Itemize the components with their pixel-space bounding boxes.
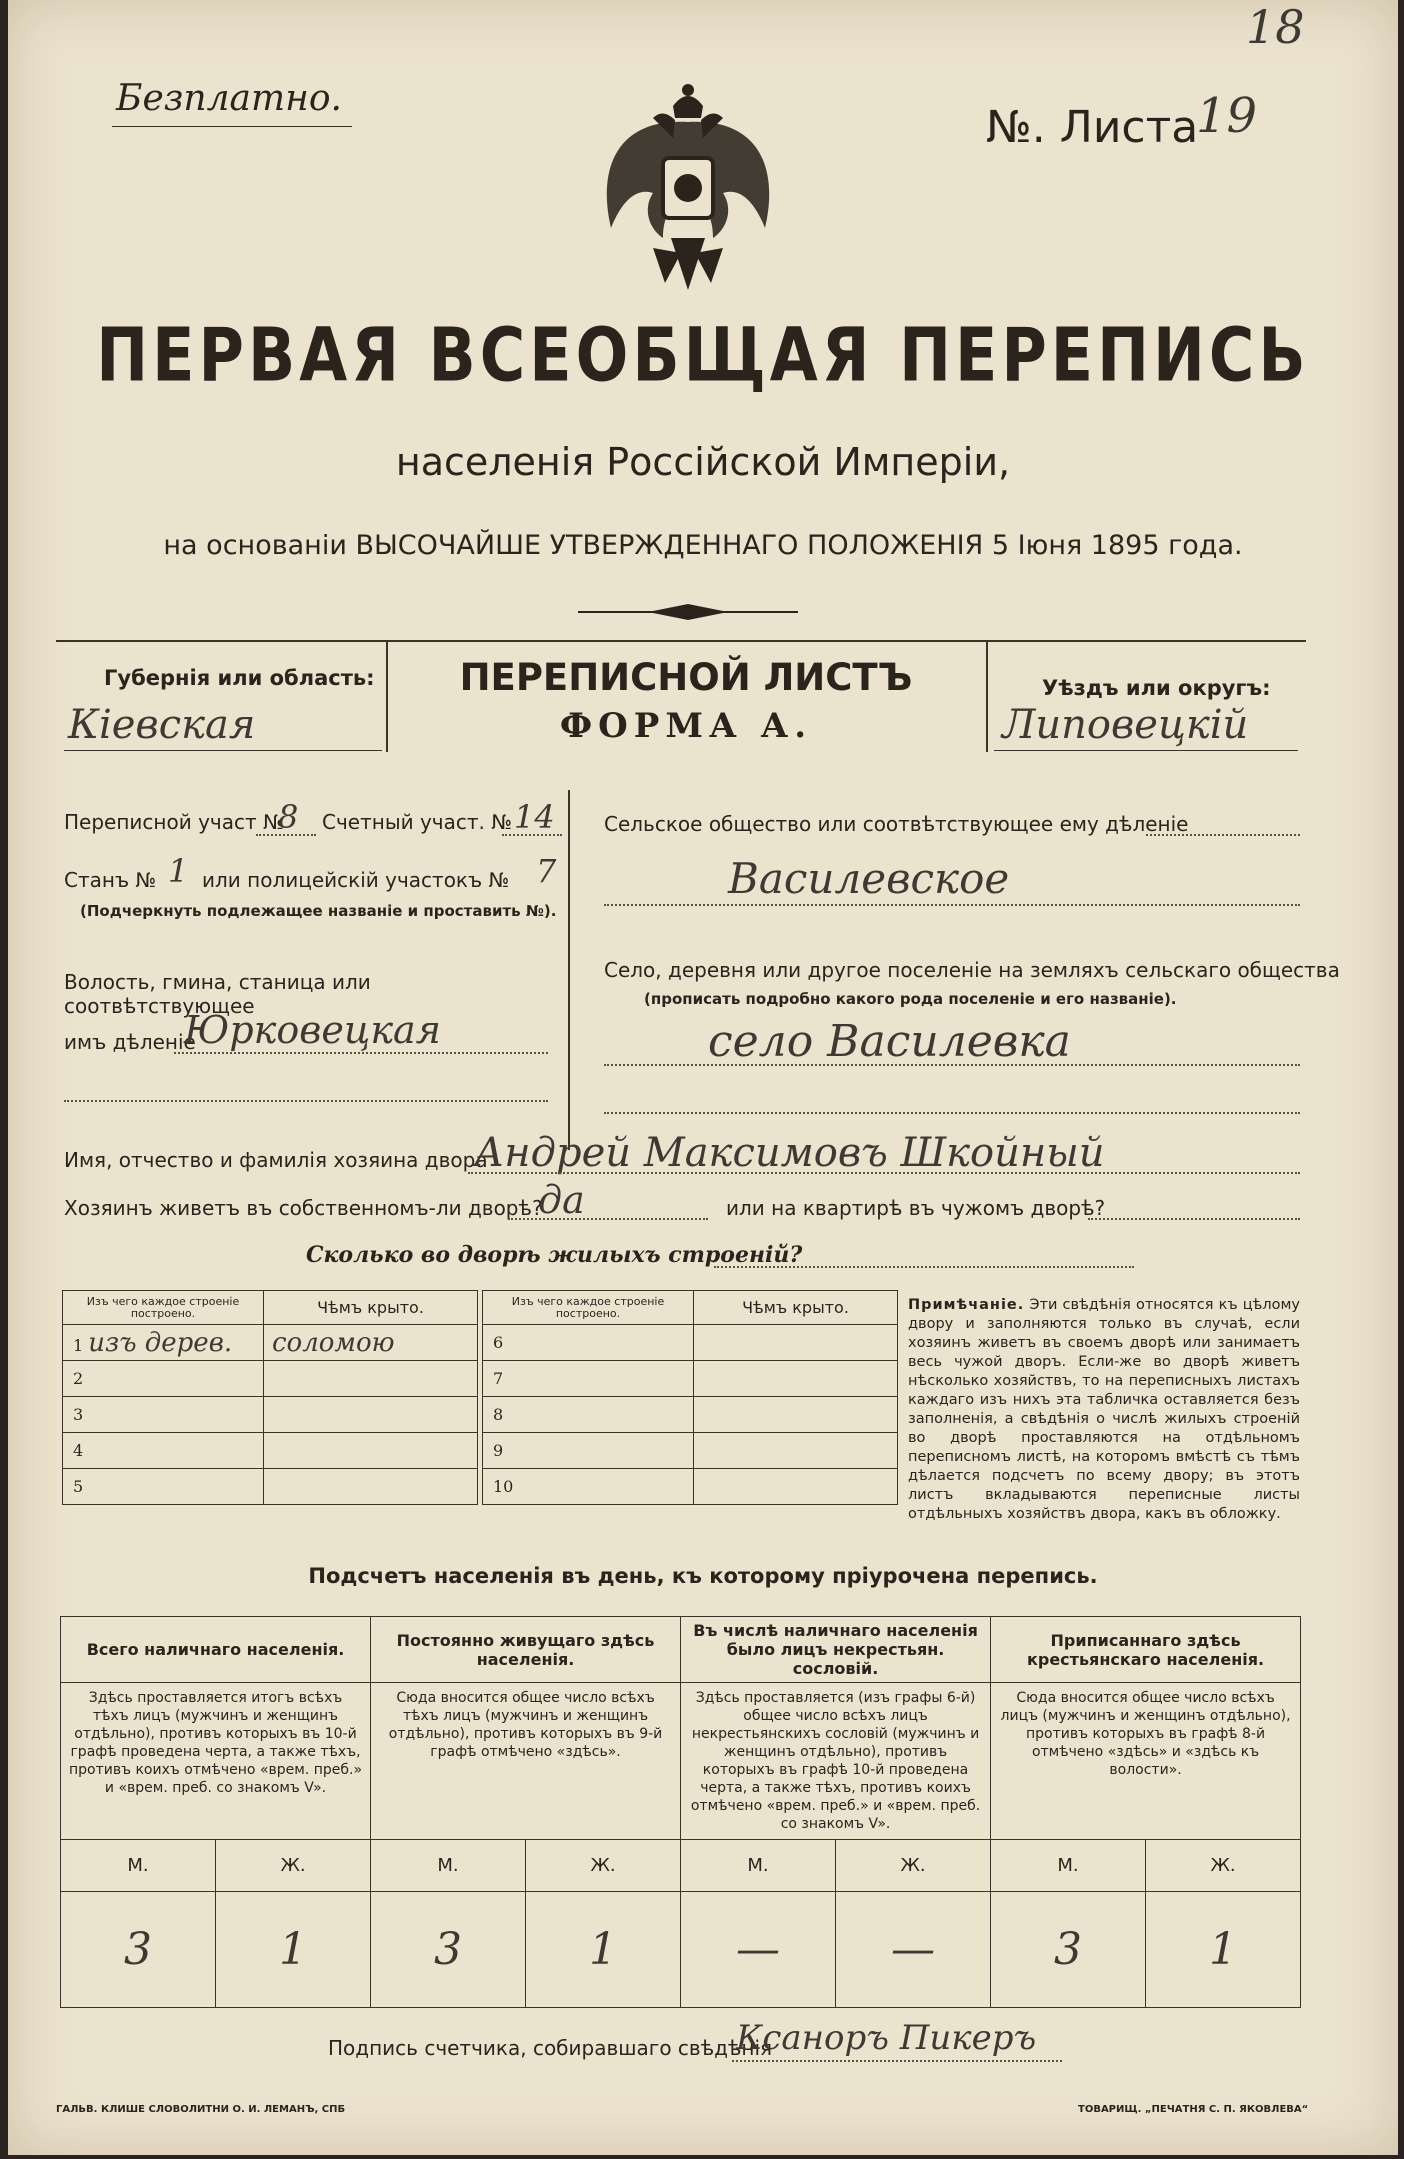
volost-label-2: имъ дѣленіе bbox=[64, 1030, 196, 1054]
building-roof: соломою bbox=[264, 1325, 478, 1361]
note-block bbox=[908, 1296, 1300, 1524]
printer-left: ГАЛЬВ. КЛИШЕ СЛОВОЛИТНИ О. И. ЛЕМАНЪ, СПБ bbox=[56, 2104, 346, 2115]
village-dots-2 bbox=[604, 1112, 1300, 1114]
building-row: 6 bbox=[483, 1325, 694, 1361]
basis-line: на основаніи ВЫСОЧАЙШЕ УТВЕРЖДЕННАГО ПОЛОЖЕНІЯ 5 Іюня 1895 года. bbox=[163, 530, 1243, 561]
gubernia-value: Кіевская bbox=[68, 702, 256, 748]
pop-col-title: Постоянно живущаго здѣсь населенія. bbox=[371, 1617, 681, 1683]
pop-m-header: М. bbox=[681, 1840, 836, 1892]
col-material-header: Изъ чего каждое строеніе построено. bbox=[63, 1291, 264, 1325]
volost-value: Юрковецкая bbox=[184, 1008, 441, 1052]
uezd-value: Липовецкій bbox=[1002, 702, 1249, 748]
own-yard-value: да bbox=[538, 1178, 585, 1222]
free-underline bbox=[112, 126, 352, 127]
population-heading: Подсчетъ населенія въ день, къ которому пріурочена перепись. bbox=[308, 1564, 1098, 1588]
building-row: 2 bbox=[63, 1361, 264, 1397]
pop-f-header: Ж. bbox=[836, 1840, 991, 1892]
pop-m-value: 3 bbox=[371, 1892, 526, 2008]
form-subtitle: ФОРМА А. bbox=[559, 706, 813, 746]
other-yard-dots bbox=[1088, 1218, 1300, 1220]
count-area-label: Счетный участ. № bbox=[322, 810, 513, 834]
pop-m-header: М. bbox=[371, 1840, 526, 1892]
population-table bbox=[60, 1616, 1301, 2008]
sheet-number-label: №. Листа bbox=[986, 102, 1199, 153]
owner-name-label: Имя, отчество и фамилія хозяина двора bbox=[64, 1148, 488, 1172]
building-row: 4 bbox=[63, 1433, 264, 1469]
pop-m-value: 3 bbox=[61, 1892, 216, 2008]
col-roof-header-right: Чѣмъ крыто. bbox=[694, 1291, 898, 1325]
uezd-underline bbox=[994, 750, 1298, 751]
buildings-question: Сколько во дворѣ жилыхъ строеній? bbox=[306, 1242, 803, 1268]
note-title: Примѣчаніе. bbox=[908, 1297, 1025, 1313]
census-area-label: Переписной участ № bbox=[64, 810, 284, 834]
volost-label-1: Волость, гмина, станица или соотвѣтствующее bbox=[64, 970, 371, 1018]
society-value: Василевское bbox=[728, 854, 1010, 903]
pop-m-header: М. bbox=[61, 1840, 216, 1892]
pop-col-desc: Сюда вносится общее число всѣхъ лицъ (мужчинъ и женщинъ отдѣльно), противъ которыхъ въ графѣ 8-й отмѣчено «здѣсь» и «здѣсь къ волости». bbox=[991, 1683, 1301, 1840]
gubernia-underline bbox=[64, 750, 382, 751]
col-material-header-right: Изъ чего каждое строеніе построено. bbox=[483, 1291, 694, 1325]
building-row: 1 изъ дерев. bbox=[63, 1325, 264, 1361]
col-roof-header: Чѣмъ крыто. bbox=[264, 1291, 478, 1325]
pop-col-title: Въ числѣ наличнаго населенія было лицъ некрестьян. сословій. bbox=[681, 1617, 991, 1683]
pop-col-title: Приписаннаго здѣсь крестьянскаго населенія. bbox=[991, 1617, 1301, 1683]
signature-value: Ксаноръ Пикеръ bbox=[736, 2018, 1037, 2058]
owner-name-dots bbox=[468, 1172, 1300, 1174]
pop-col-title: Всего наличнаго населенія. bbox=[61, 1617, 371, 1683]
village-dots bbox=[604, 1064, 1300, 1066]
village-note: (прописать подробно какого рода поселеніе и его названіе). bbox=[644, 990, 1177, 1008]
census-area-dots bbox=[256, 834, 316, 836]
building-row: 8 bbox=[483, 1397, 694, 1433]
section-divider bbox=[568, 790, 570, 1150]
volost-dots bbox=[174, 1052, 548, 1054]
police-value: 7 bbox=[536, 852, 557, 890]
buildings-table-right bbox=[482, 1290, 898, 1505]
buildings-table-left bbox=[62, 1290, 478, 1505]
pop-col-desc: Здѣсь проставляется итогъ всѣхъ тѣхъ лицъ (мужчинъ и женщинъ отдѣльно), противъ которыхъ въ 10-й графѣ проведена черта, а также тѣхъ, противъ коихъ отмѣчено «врем. преб.» и «врем. преб. со знакомъ V». bbox=[61, 1683, 371, 1840]
society-dots bbox=[1146, 834, 1300, 836]
village-label: Село, деревня или другое поселеніе на земляхъ сельскаго общества bbox=[604, 958, 1340, 982]
building-row: 9 bbox=[483, 1433, 694, 1469]
pop-m-value: — bbox=[681, 1892, 836, 2008]
form-title: ПЕРЕПИСНОЙ ЛИСТЪ bbox=[459, 656, 913, 699]
stan-value: 1 bbox=[168, 852, 189, 890]
society-dots-2 bbox=[604, 904, 1300, 906]
count-area-value: 14 bbox=[514, 798, 555, 836]
pop-f-header: Ж. bbox=[216, 1840, 371, 1892]
census-sheet bbox=[8, 0, 1398, 2155]
gubernia-label: Губернія или область: bbox=[104, 666, 375, 690]
count-area-dots bbox=[502, 834, 562, 836]
pop-m-value: 3 bbox=[991, 1892, 1146, 2008]
stan-label: Станъ № bbox=[64, 868, 157, 892]
own-yard-label: Хозяинъ живетъ въ собственномъ-ли дворѣ? bbox=[64, 1196, 543, 1220]
society-label: Сельское общество или соотвѣтствующее ему дѣленіе bbox=[604, 812, 1189, 836]
census-area-value: 8 bbox=[278, 798, 299, 836]
other-yard-label: или на квартирѣ въ чужомъ дворѣ? bbox=[726, 1196, 1106, 1220]
pop-f-value: 1 bbox=[526, 1892, 681, 2008]
building-row: 10 bbox=[483, 1469, 694, 1505]
pop-m-header: М. bbox=[991, 1840, 1146, 1892]
uezd-label: Уѣздъ или округъ: bbox=[1042, 676, 1271, 700]
pop-f-value: — bbox=[836, 1892, 991, 2008]
pop-f-header: Ж. bbox=[1146, 1840, 1301, 1892]
signature-label: Подпись счетчика, собиравшаго свѣдѣнія bbox=[328, 2036, 773, 2060]
subtitle: населенія Россійской Имперіи, bbox=[395, 440, 1011, 484]
note-text: Эти свѣдѣнія относятся къ цѣлому двору и заполняются только въ случаѣ, если хозяинъ живетъ въ своемъ дворѣ или занимаетъ весь чужой дворъ. Если-же во дворѣ живетъ нѣсколько хозяйствъ, то на переписныхъ листахъ каждаго изъ нихъ эта табличка оставляется безъ заполненія, а свѣдѣнія о числѣ жилыхъ строеній во дворѣ проставляются на отдѣльномъ переписномъ листѣ, на которомъ вмѣстѣ съ тѣмъ дѣлается подсчетъ по всему двору; въ этотъ листъ вкладываются переписные листы отдѣльныхъ хозяйствъ двора, какъ въ обложку. bbox=[908, 1297, 1300, 1522]
buildings-dots bbox=[714, 1266, 1134, 1268]
village-value: село Василевка bbox=[708, 1016, 1071, 1067]
pop-f-value: 1 bbox=[1146, 1892, 1301, 2008]
pop-f-value: 1 bbox=[216, 1892, 371, 2008]
pop-col-desc: Здѣсь проставляется (изъ графы 6-й) общее число всѣхъ лицъ некрестьянскихъ сословій (мужчинъ и женщинъ отдѣльно), противъ которыхъ въ графѣ 10-й проведена черта, а также тѣхъ, противъ коихъ отмѣчено «врем. преб.» и «врем. преб. со знакомъ V». bbox=[681, 1683, 991, 1840]
corner-number: 18 bbox=[1246, 0, 1305, 54]
owner-name-value: Андрей Максимовъ Шкойный bbox=[474, 1130, 1105, 1176]
printer-right: ТОВАРИЩ. „ПЕЧАТНЯ С. П. ЯКОВЛЕВА“ bbox=[1078, 2104, 1309, 2115]
police-label: или полицейскій участокъ № bbox=[202, 868, 510, 892]
building-row: 7 bbox=[483, 1361, 694, 1397]
own-yard-dots bbox=[508, 1218, 708, 1220]
free-label: Безплатно. bbox=[116, 78, 342, 119]
sheet-number-value: 19 bbox=[1196, 88, 1258, 144]
building-row: 3 bbox=[63, 1397, 264, 1433]
pop-f-header: Ж. bbox=[526, 1840, 681, 1892]
ornament-divider-icon bbox=[578, 600, 798, 624]
main-title: ПЕРВАЯ ВСЕОБЩАЯ ПЕРЕПИСЬ bbox=[96, 310, 1310, 399]
signature-dots bbox=[732, 2060, 1062, 2062]
volost-dots-2 bbox=[64, 1100, 548, 1102]
building-row: 5 bbox=[63, 1469, 264, 1505]
imperial-eagle-icon bbox=[593, 78, 783, 300]
pop-col-desc: Сюда вносится общее число всѣхъ тѣхъ лицъ (мужчинъ и женщинъ отдѣльно), противъ которыхъ въ 9-й графѣ отмѣчено «здѣсь». bbox=[371, 1683, 681, 1840]
stan-note: (Подчеркнуть подлежащее названіе и проставить №). bbox=[80, 902, 557, 920]
